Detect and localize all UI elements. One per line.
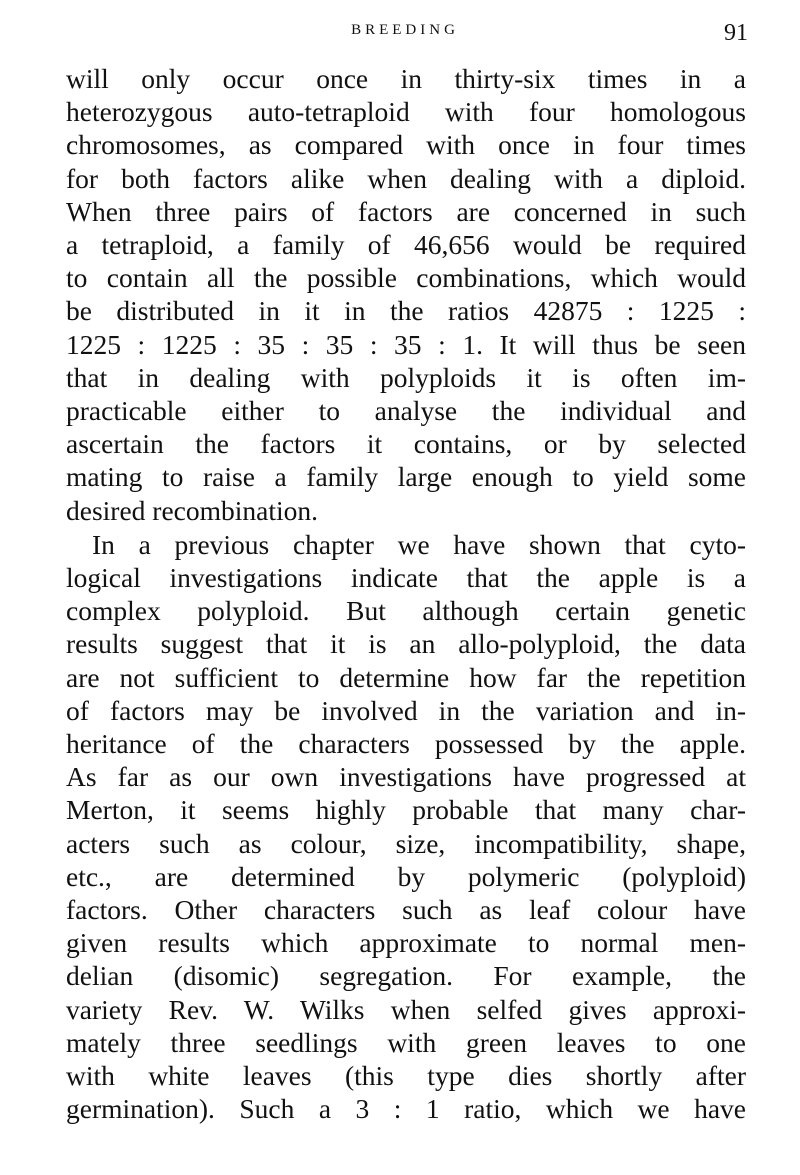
body-text bbox=[66, 62, 746, 1126]
text-line: for both factors alike when dealing with a diploid. bbox=[66, 162, 746, 194]
text-line: practicable either to analyse the individual and bbox=[66, 395, 746, 427]
text-line: As far as our own investigations have progressed at bbox=[66, 761, 746, 793]
text-line: When three pairs of factors are concerned in such bbox=[66, 195, 746, 227]
text-line: germination). Such a 3 : 1 ratio, which we have bbox=[66, 1093, 746, 1125]
text-line: heterozygous auto-tetraploid with four homologous bbox=[66, 96, 746, 128]
paragraph-1 bbox=[66, 62, 746, 527]
text-line: mating to raise a family large enough to yield some bbox=[66, 461, 746, 493]
text-line: heritance of the characters possessed by the apple. bbox=[66, 728, 746, 760]
text-line: ascertain the factors it contains, or by selected bbox=[66, 428, 746, 460]
text-line: Merton, it seems highly probable that many char- bbox=[66, 794, 746, 826]
text-line: 1225 : 1225 : 35 : 35 : 35 : 1. It will thus be seen bbox=[66, 328, 746, 360]
running-head-title: BREEDING bbox=[351, 22, 459, 38]
text-line: acters such as colour, size, incompatibility, shape, bbox=[66, 827, 746, 859]
text-line: given results which approximate to normal men- bbox=[66, 927, 746, 959]
text-line: be distributed in it in the ratios 42875 : 1225 : bbox=[66, 295, 746, 327]
text-line: complex polyploid. But although certain genetic bbox=[66, 595, 746, 627]
text-line: factors. Other characters such as leaf colour have bbox=[66, 894, 746, 926]
paragraph-2 bbox=[66, 528, 746, 1126]
text-line: are not sufficient to determine how far the repetition bbox=[66, 661, 746, 693]
text-line: delian (disomic) segregation. For example, the bbox=[66, 960, 746, 992]
text-line: will only occur once in thirty-six times in a bbox=[66, 63, 746, 94]
text-line: mately three seedlings with green leaves to one bbox=[66, 1026, 746, 1058]
text-line: In a previous chapter we have shown that cyto- bbox=[92, 528, 746, 560]
page-number: 91 bbox=[724, 20, 748, 46]
text-line: results suggest that it is an allo-polyploid, the data bbox=[66, 628, 746, 660]
text-line: that in dealing with polyploids it is often im- bbox=[66, 361, 746, 393]
text-line: to contain all the possible combinations, which would bbox=[66, 262, 746, 294]
text-line: logical investigations indicate that the apple is a bbox=[66, 562, 746, 594]
text-line: variety Rev. W. Wilks when selfed gives approxi- bbox=[66, 993, 746, 1025]
text-line: of factors may be involved in the variation and in- bbox=[66, 694, 746, 726]
text-line: desired recombination. bbox=[66, 494, 318, 526]
running-head bbox=[0, 20, 800, 46]
text-line: chromosomes, as compared with once in four times bbox=[66, 129, 746, 161]
text-line: with white leaves (this type dies shortly after bbox=[66, 1060, 746, 1092]
text-line: etc., are determined by polymeric (polyploid) bbox=[66, 860, 746, 892]
text-line: a tetraploid, a family of 46,656 would be required bbox=[66, 229, 746, 261]
